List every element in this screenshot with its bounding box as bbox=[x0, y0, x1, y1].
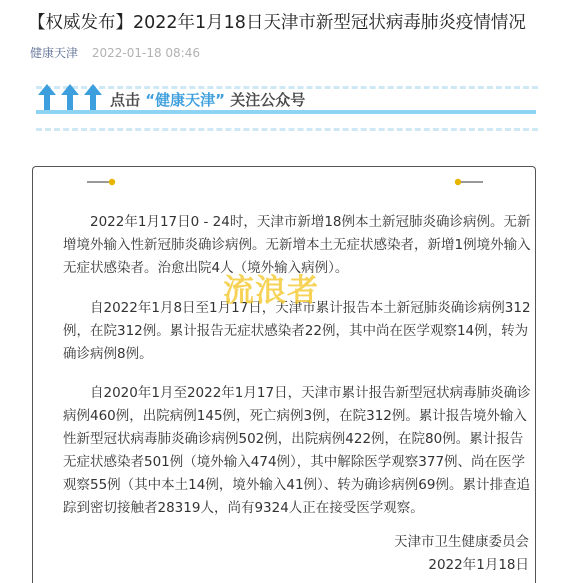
ornament-right-icon bbox=[453, 177, 483, 187]
signature-date: 2022年1月18日 bbox=[428, 557, 529, 573]
watermark-text: 流浪者 bbox=[223, 273, 319, 309]
follow-prompt-suffix: 关注公众号 bbox=[230, 91, 306, 109]
up-arrow-icon bbox=[38, 84, 56, 110]
notice-paragraph-cumulative: 自2020年1月至2022年1月17日，天津市累计报告新型冠状病毒肺炎确诊病例460例，出院病例145例，死亡病例3例，在院312例。累计报告境外输入性新型冠状病毒肺炎确诊病例502例，出院病例422例，在院80例。累计报告无症状感染者501例（境外输入474例），其中解除医学观察377例、尚在医学观察55例（其中本土14例，境外输入41例）、转为确诊病例69例。累计排查追踪到密切接触者28319人，尚有9324人正在接受医学观察。 bbox=[63, 385, 531, 516]
banner-dashed-bottom bbox=[36, 128, 538, 131]
ornament-left-icon bbox=[87, 177, 117, 187]
follow-prompt bbox=[110, 90, 305, 110]
notice-paragraph-period: 自2022年1月8日至1月17日，天津市累计报告本土新冠肺炎确诊病例312例，在院312例。累计报告无症状感染者22例，其中尚在医学观察14例，转为确诊病例8例。 bbox=[63, 300, 531, 362]
banner-dashed-top bbox=[36, 86, 538, 89]
follow-banner[interactable] bbox=[0, 76, 566, 136]
follow-prompt-prefix: 点击 bbox=[110, 91, 141, 109]
banner-underline bbox=[36, 110, 536, 114]
up-arrow-icon bbox=[61, 84, 79, 110]
publish-date: 2022-01-18 08:46 bbox=[91, 46, 200, 60]
article-title: 【权威发布】2022年1月18日天津市新型冠状病毒肺炎疫情情况 bbox=[28, 13, 526, 33]
notice-box bbox=[32, 166, 536, 583]
article-meta bbox=[30, 44, 200, 62]
notice-paragraph-daily: 2022年1月17日0 - 24时，天津市新增18例本土新冠肺炎确诊病例。无新增境外输入性新冠肺炎确诊病例。无新增本土无症状感染者，新增1例境外输入无症状感染者。治愈出院4人（境外输入病例）。 bbox=[63, 214, 531, 276]
account-name-link[interactable]: 健康天津 bbox=[30, 46, 79, 60]
signature-org: 天津市卫生健康委员会 bbox=[394, 534, 529, 550]
up-arrow-icon bbox=[84, 84, 102, 110]
follow-prompt-account: “健康天津” bbox=[145, 91, 225, 109]
